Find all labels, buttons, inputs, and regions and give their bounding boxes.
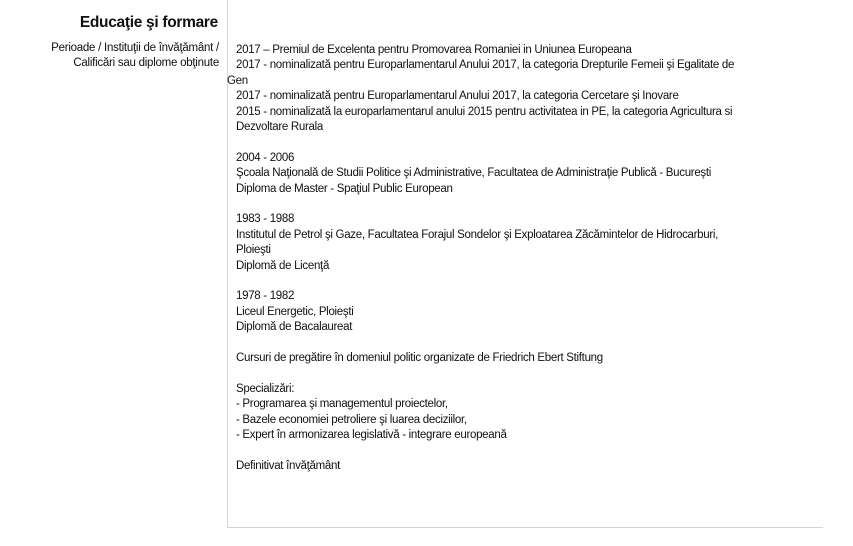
education-entry-snspa bbox=[236, 151, 816, 197]
section-title: Educaţie şi formare bbox=[79, 14, 218, 31]
entry-institution: Liceul Energetic, Ploieşti bbox=[236, 305, 354, 318]
entry-period: 1978 - 1982 bbox=[236, 290, 295, 303]
courses-entry bbox=[236, 351, 816, 366]
education-entry-upg bbox=[236, 212, 816, 274]
entry-diploma: Diplomă de Bacalaureat bbox=[236, 321, 353, 334]
specialization-item: - Programarea şi managementul proiectelor, bbox=[236, 398, 448, 411]
award-line: 2017 – Premiul de Excelenta pentru Promovarea Romaniei in Uniunea Europeana bbox=[236, 44, 632, 56]
award-line: 2017 - nominalizată pentru Europarlamentarul Anului 2017, la categoria Drepturile Femeii şi Egalitate de bbox=[236, 59, 735, 72]
row-labels bbox=[51, 41, 219, 71]
courses-text: Cursuri de pregătire în domeniul politic organizate de Friedrich Ebert Stiftung bbox=[236, 352, 603, 365]
entry-diploma: Diploma de Master - Spaţiul Public European bbox=[236, 182, 453, 195]
entry-city: Ploieşti bbox=[236, 244, 271, 257]
entry-period: 1983 - 1988 bbox=[236, 213, 295, 226]
award-line: 2017 - nominalizată pentru Europarlamentarul Anului 2017, la categoria Cercetare şi Inovare bbox=[236, 90, 679, 103]
specialization-item: - Bazele economiei petroliere şi luarea deciziilor, bbox=[236, 413, 467, 426]
specialization-item: - Expert în armonizarea legislativă - integrare europeană bbox=[236, 429, 507, 442]
specializations-heading: Specializări: bbox=[236, 382, 295, 395]
award-line-continuation: Gen bbox=[227, 74, 248, 87]
entry-institution: Institutul de Petrol şi Gaze, Facultatea Forajul Sondelor şi Exploatarea Zăcămintelor de Hidrocarburi, bbox=[236, 228, 719, 241]
label-qualifications: Calificări sau diplome obţinute bbox=[73, 57, 219, 69]
entry-diploma: Diplomă de Licenţă bbox=[236, 259, 330, 272]
award-line: 2015 - nominalizată la europarlamentarul anului 2015 pentru activitatea in PE, la categoria Agricultura si bbox=[236, 105, 733, 118]
award-line-continuation: Dezvoltare Rurala bbox=[236, 121, 323, 134]
specializations-block bbox=[236, 382, 816, 444]
education-content bbox=[227, 43, 816, 474]
bottom-rule bbox=[227, 527, 823, 528]
education-entry-highschool bbox=[236, 289, 816, 335]
tenure-entry bbox=[236, 459, 816, 474]
label-periods-institutions: Perioade / Instituţii de învăţământ / bbox=[51, 42, 219, 54]
entry-institution: Şcoala Naţională de Studii Politice şi Administrative, Facultatea de Administraţie Publică - Bucureşti bbox=[236, 167, 712, 180]
tenure-text: Definitivat învăţământ bbox=[236, 459, 340, 472]
awards-block bbox=[227, 43, 816, 135]
entry-period: 2004 - 2006 bbox=[236, 151, 295, 164]
